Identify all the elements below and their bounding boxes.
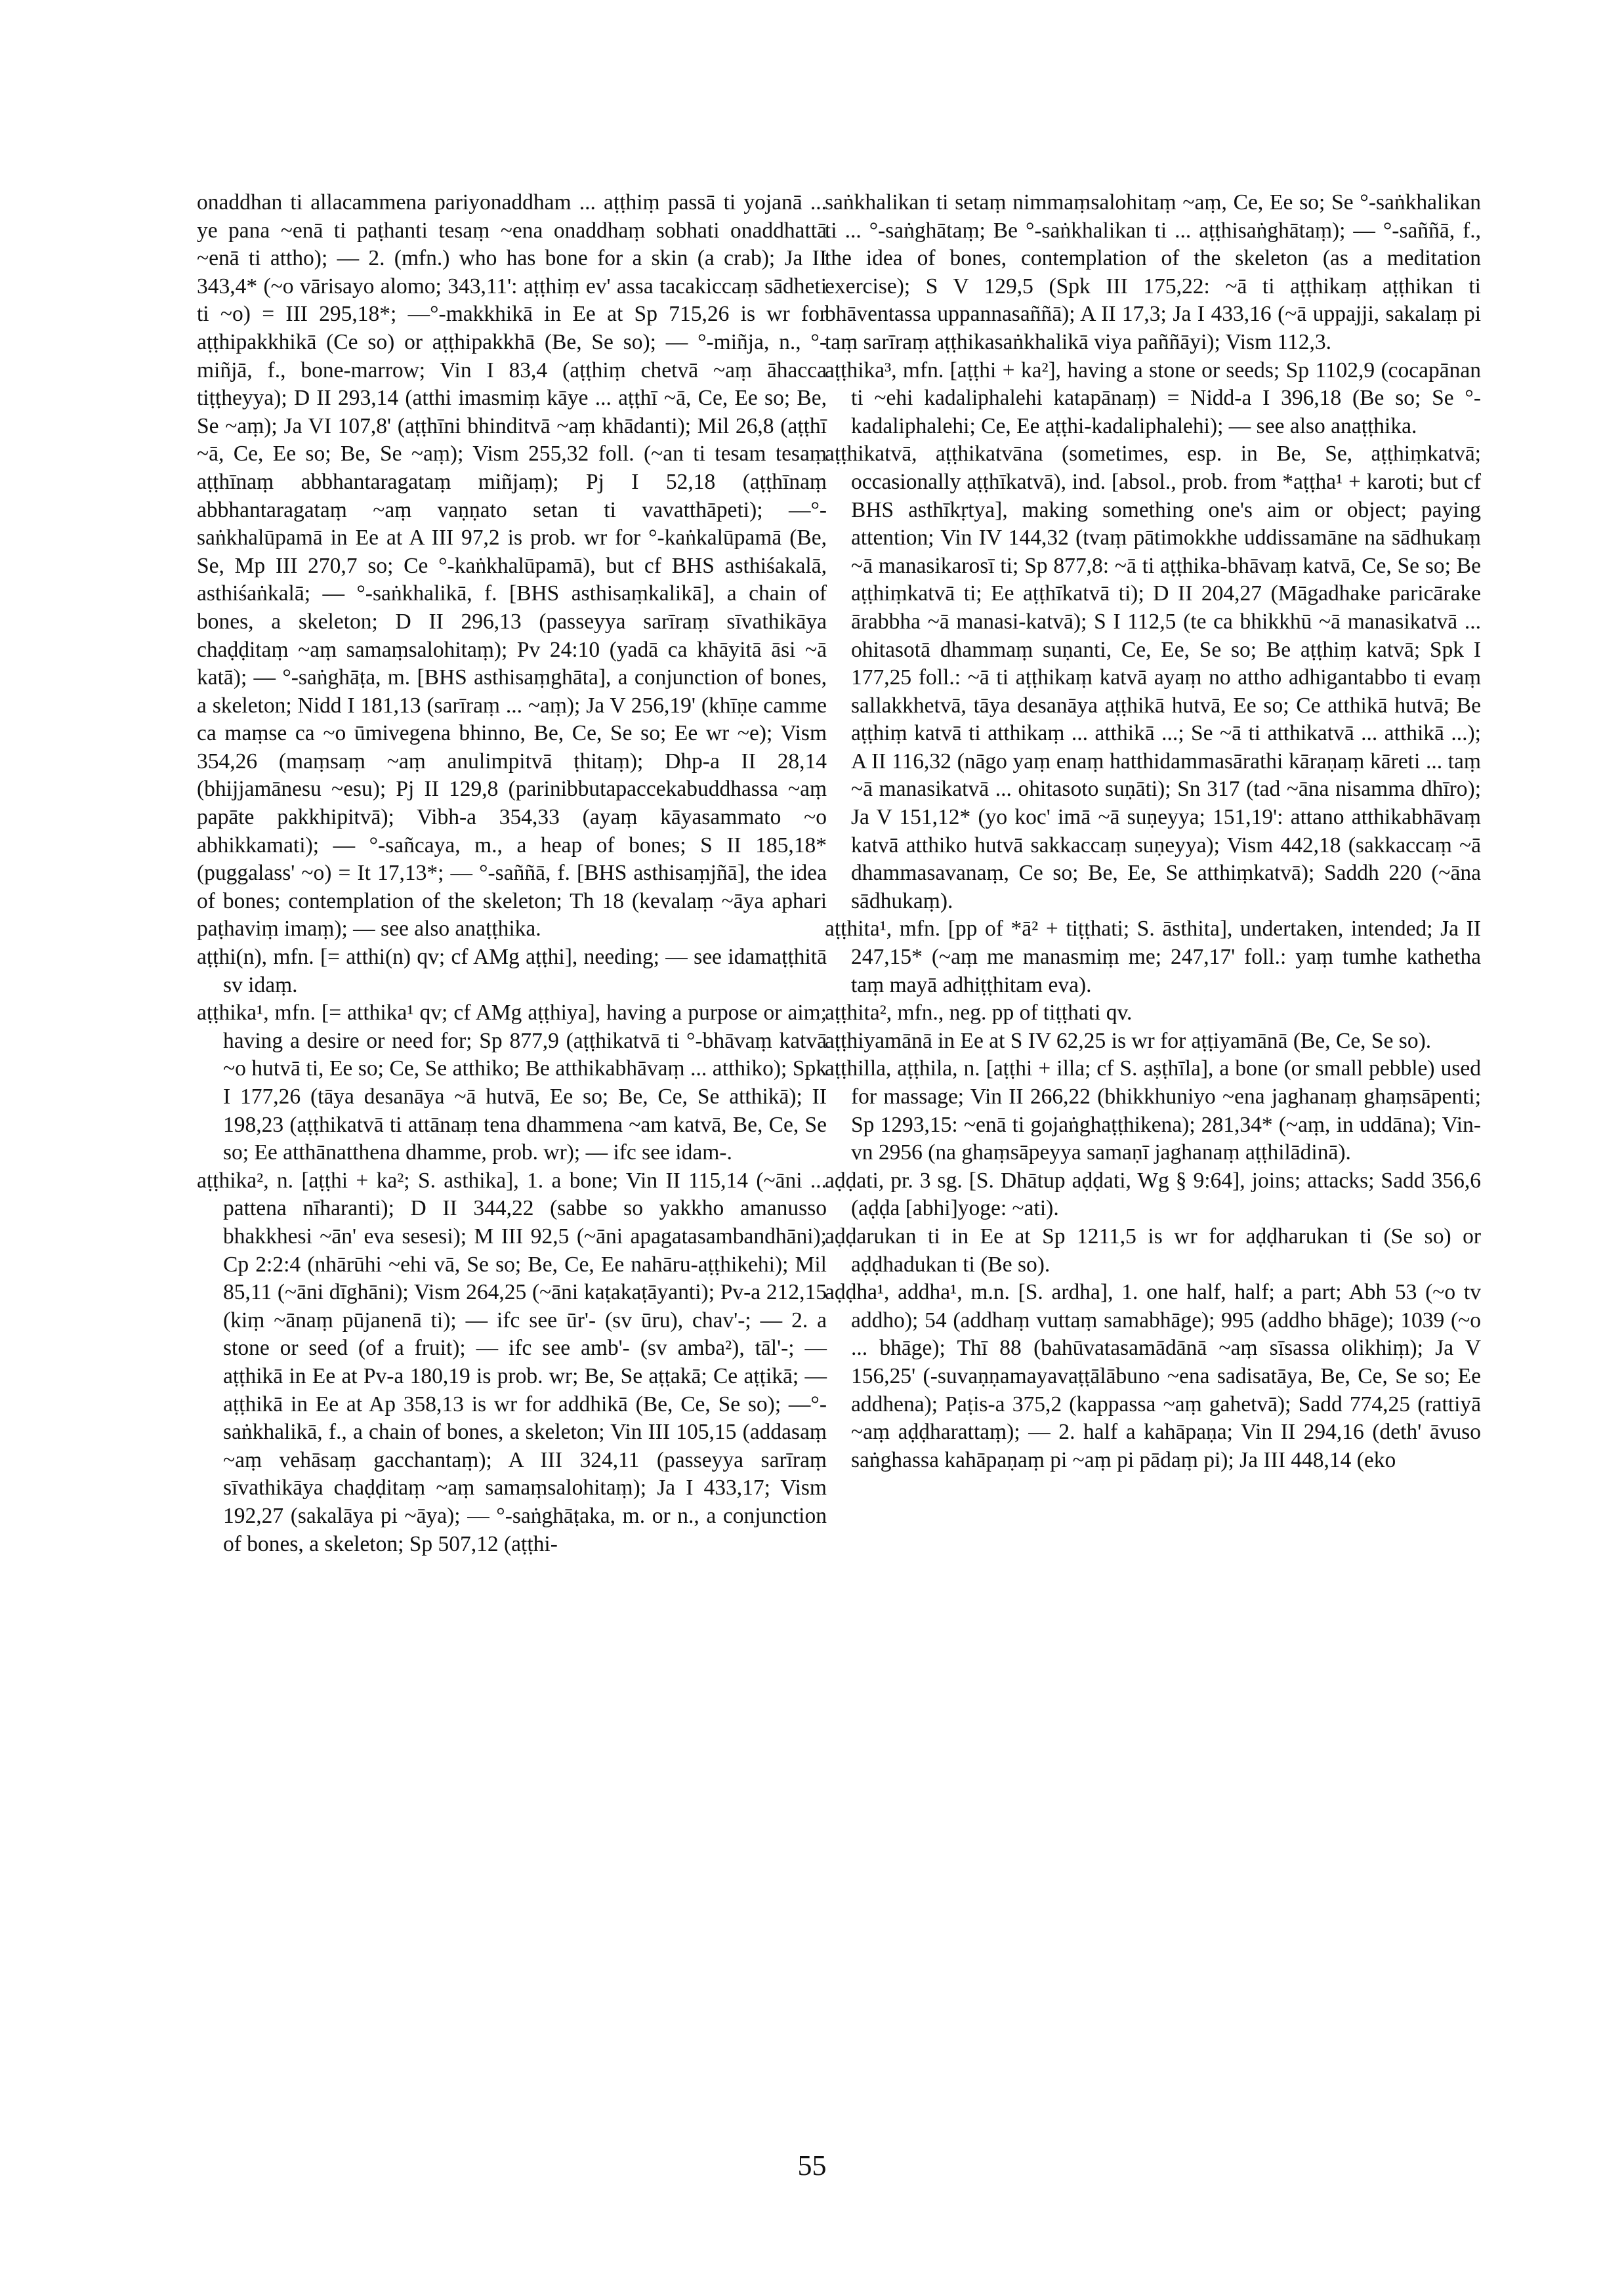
entry-addha-1: aḍḍha¹, addha¹, m.n. [S. ardha], 1. one half, half; a part; Abh 53 (~o tv addho); 54 (addhaṃ vuttaṃ samabhāge); 995 (addho bhāge); 1039 (~o ... bhāge); Thī 88 (bahūvatasamādānā ~aṃ sīsassa olikhiṃ); Ja V 156,25' (-suvaṇṇamayavaṭṭālābuno ~ena sadisatāya, Be, Ce, Se so; Ee addhena); Paṭis-a 375,2 (kappassa ~aṃ gahetvā); Sadd 774,25 (rattiyā ~aṃ aḍḍharattaṃ); — 2. half a kahāpaṇa; Vin II 294,16 (deth' āvuso saṅghassa kahāpaṇaṃ pi ~aṃ pi pādaṃ pi); Ja III 448,14 (eko	[825, 1280, 1481, 1472]
left-column	[197, 189, 827, 1558]
entry-atthi-n: aṭṭhi(n), mfn. [= atthi(n) qv; cf AMg aṭṭhi], needing; — see idamaṭṭhitā sv idaṃ.	[197, 945, 827, 997]
entry-addati: aḍḍati, pr. 3 sg. [S. Dhātup aḍḍati, Wg § 9:64], joins; attacks; Sadd 356,6 (aḍḍa [abhi]yoge: ~ati).	[825, 1168, 1481, 1221]
entry-atthiyamana: aṭṭhiyamānā in Ee at S IV 62,25 is wr for aṭṭiyamānā (Be, Ce, Se so).	[825, 1028, 1432, 1053]
right-column	[825, 189, 1481, 1474]
entry-atthika-1: aṭṭhika¹, mfn. [= atthika¹ qv; cf AMg aṭṭhiya], having a purpose or aim; having a desire or need for; Sp 877,9 (aṭṭhikatvā ti °-bhāvaṃ katvā ~o hutvā ti, Ee so; Ce, Se atthiko; Be atthikabhāvaṃ ... atthiko); Spk I 177,26 (tāya desanāya ~ā hutvā, Ee so; Be, Ce, Se atthikā); II 198,23 (aṭṭhikatvā ti attānaṃ tena dhammena ~am katvā, Be, Ce, Se so; Ee atthānatthena dhamme, prob. wr); — ifc see idam-.	[197, 1001, 827, 1165]
left-entry-continuation: onaddhan ti allacammena pariyonaddham ... aṭṭhiṃ passā ti yojanā ... ye pana ~enā ti paṭhanti tesaṃ ~ena onaddhaṃ sobhati onaddhattā ~enā ti attho); — 2. (mfn.) who has bone for a skin (a crab); Ja II 343,4* (~o vārisayo alomo; 343,11': aṭṭhiṃ ev' assa tacakiccaṃ sādheti ti ~o) = III 295,18*; —°-makkhikā in Ee at Sp 715,26 is wr for aṭṭhipakkhikā (Ce so) or aṭṭhipakkhā (Be, Se so); — °-miñja, n., °-miñjā, f., bone-marrow; Vin I 83,4 (aṭṭhiṃ chetvā ~aṃ āhacca tiṭṭheyya); D II 293,14 (atthi imasmiṃ kāye ... aṭṭhī ~ā, Ce, Ee so; Be, Se ~aṃ); Ja VI 107,8' (aṭṭhīni bhinditvā ~aṃ khādanti); Mil 26,8 (aṭṭhī ~ā, Ce, Ee so; Be, Se ~aṃ); Vism 255,32 foll. (~an ti tesam tesaṃ aṭṭhīnaṃ abbhantaragataṃ miñjaṃ); Pj I 52,18 (aṭṭhīnaṃ abbhantaragataṃ ~aṃ vaṇṇato setan ti vavatthāpeti); —°-saṅkhalūpamā in Ee at A III 97,2 is prob. wr for °-kaṅkalūpamā (Be, Se, Mp III 270,7 so; Ce °-kaṅkhalūpamā), but cf BHS asthiśakalā, asthiśaṅkalā; — °-saṅkhalikā, f. [BHS asthisaṃkalikā], a chain of bones, a skeleton; D II 296,13 (passeyya sarīraṃ sīvathikāya chaḍḍitaṃ ~aṃ samaṃsalohitaṃ); Pv 24:10 (yadā ca khāyitā āsi ~ā katā); — °-saṅghāṭa, m. [BHS asthisaṃghāta], a conjunction of bones, a skeleton; Nidd I 181,13 (sarīraṃ ... ~aṃ); Ja V 256,19' (khīṇe camme ca maṃse ca ~o ūmivegena bhinno, Be, Ce, Se so; Ee wr ~e); Vism 354,26 (maṃsaṃ ~aṃ anulimpitvā ṭhitaṃ); Dhp-a II 28,14 (bhijjamānesu ~esu); Pj II 129,8 (parinibbutapaccekabuddhassa ~aṃ papāte pakkhipitvā); Vibh-a 354,33 (ayaṃ kāyasammato ~o abhikkamati); — °-sañcaya, m., a heap of bones; S II 185,18* (puggalass' ~o) = It 17,13*; — °-saññā, f. [BHS asthisaṃjñā], the idea of bones; contemplation of the skeleton; Th 18 (kevalaṃ ~āya aphari paṭhaviṃ imaṃ); — see also anaṭṭhika.	[197, 190, 827, 941]
entry-addarukan: aḍḍarukan ti in Ee at Sp 1211,5 is wr for aḍḍharukan ti (Se so) or aḍḍhadukan ti (Be so).	[825, 1224, 1481, 1277]
entry-atthita-1: aṭṭhita¹, mfn. [pp of *ā² + tiṭṭhati; S. āsthita], undertaken, intended; Ja II 247,15* (~aṃ me manasmiṃ me; 247,17' foll.: yaṃ tumhe kathetha taṃ mayā adhiṭṭhitam eva).	[825, 917, 1481, 997]
entry-atthilla: aṭṭhilla, aṭṭhila, n. [aṭṭhi + illa; cf S. aṣṭhīla], a bone (or small pebble) used for massage; Vin II 266,22 (bhikkhuniyo ~ena jaghanaṃ ghaṃsāpenti; Sp 1293,15: ~enā ti gojaṅghaṭṭhikena); 281,34* (~aṃ, in uddāna); Vin-vn 2956 (na ghaṃsāpeyya samaṇī jaghanaṃ aṭṭhilādinā).	[825, 1056, 1481, 1165]
entry-atthikatva: aṭṭhikatvā, aṭṭhikatvāna (sometimes, esp. in Be, Se, aṭṭhiṃkatvā; occasionally aṭṭhīkatvā), ind. [absol., prob. from *aṭṭha¹ + karoti; but cf BHS asthīkṛtya], making something one's aim or object; paying attention; Vin IV 144,32 (tvaṃ pātimokkhe uddissamāne na sādhukaṃ ~ā manasikarosī ti; Sp 877,8: ~ā ti aṭṭhika-bhāvaṃ katvā, Ce, Se so; Be aṭṭhiṃkatvā ti; Ee aṭṭhīkatvā ti); D II 204,27 (Māgadhake paricārake ārabbha ~ā manasi-katvā); S I 112,5 (te ca bhikkhū ~ā manasikatvā ... ohitasotā dhammaṃ suṇanti, Ce, Ee, Se so; Be aṭṭhiṃ katvā; Spk I 177,25 foll.: ~ā ti aṭṭhikaṃ katvā ayaṃ no attho adhigantabbo ti evaṃ sallakkhetvā, tāya desanāya aṭṭhikā hutvā, Ee so; Ce atthikā hutvā; Be aṭṭhiṃ katvā ti atthikaṃ ... atthikā ...; Se ~ā ti atthikatvā ... atthikā ...); A II 116,32 (nāgo yaṃ enaṃ hatthidammasārathi kāraṇaṃ kāreti ... taṃ ~ā manasikatvā ... ohitasoto suṇāti); Sn 317 (tad ~āna nisamma dhīro); Ja V 151,12* (yo koc' imā ~ā suṇeyya; 151,19': attano atthikabhāvaṃ katvā atthiko hutvā sakkaccaṃ suṇeyya); Vism 442,18 (sakkaccaṃ ~ā dhammasavanaṃ, Ce so; Be, Ee, Se atthiṃkatvā); Saddh 220 (~āna sādhukaṃ).	[825, 442, 1481, 913]
right-entry-continuation: saṅkhalikan ti setaṃ nimmaṃsalohitaṃ ~aṃ, Ce, Ee so; Se °-saṅkhalikan ti ... °-saṅghātaṃ; Be °-saṅkhalikan ti ... aṭṭhisaṅghātaṃ); — °-saññā, f., the idea of bones, contemplation of the skeleton (as a meditation exercise); S V 129,5 (Spk III 175,22: ~ā ti aṭṭhikaṃ aṭṭhikan ti bhāventassa uppannasaññā); A II 17,3; Ja I 433,16 (~ā uppajji, sakalaṃ pi taṃ sarīraṃ aṭṭhikasaṅkhalikā viya paññāyi); Vism 112,3.	[825, 190, 1481, 354]
page-number: 55	[797, 2149, 827, 2181]
entry-atthita-2: aṭṭhita², mfn., neg. pp of tiṭṭhati qv.	[825, 1001, 1133, 1025]
entry-atthika-3: aṭṭhika³, mfn. [aṭṭhi + ka²], having a stone or seeds; Sp 1102,9 (cocapānan ti ~ehi kadaliphalehi katapānaṃ) = Nidd-a I 396,18 (Be so; Se °-kadaliphalehi; Ce, Ee aṭṭhi-kadaliphalehi); — see also anaṭṭhika.	[825, 358, 1481, 438]
entry-atthika-2: aṭṭhika², n. [aṭṭhi + ka²; S. asthika], 1. a bone; Vin II 115,14 (~āni ... pattena nīharanti); D II 344,22 (sabbe so yakkho amanusso bhakkhesi ~ān' eva sesesi); M III 92,5 (~āni apagatasambandhāni); Cp 2:2:4 (nhārūhi ~ehi vā, Se so; Be, Ce, Ee nahāru-aṭṭhikehi); Mil 85,11 (~āni dīghāni); Vism 264,25 (~āni kaṭakaṭāyanti); Pv-a 212,15 (kiṃ ~ānaṃ pūjanenā ti); — ifc see ūr'- (sv ūru), chav'-; — 2. a stone or seed (of a fruit); — ifc see amb'- (sv amba²), tāl'-; — aṭṭhikā in Ee at Pv-a 180,19 is prob. wr; Be, Se aṭṭakā; Ce aṭṭikā; — aṭṭhikā in Ee at Ap 358,13 is wr for addhikā (Be, Ce, Se so); —°-saṅkhalikā, f., a chain of bones, a skeleton; Vin III 105,15 (addasaṃ ~aṃ vehāsaṃ gacchantaṃ); A III 324,11 (passeyya sarīraṃ sīvathikāya chaḍḍitaṃ ~aṃ samaṃsalohitaṃ); Ja I 433,17; Vism 192,27 (sakalāya pi ~āya); — °-saṅghāṭaka, m. or n., a conjunction of bones, a skeleton; Sp 507,12 (aṭṭhi-	[197, 1168, 827, 1556]
